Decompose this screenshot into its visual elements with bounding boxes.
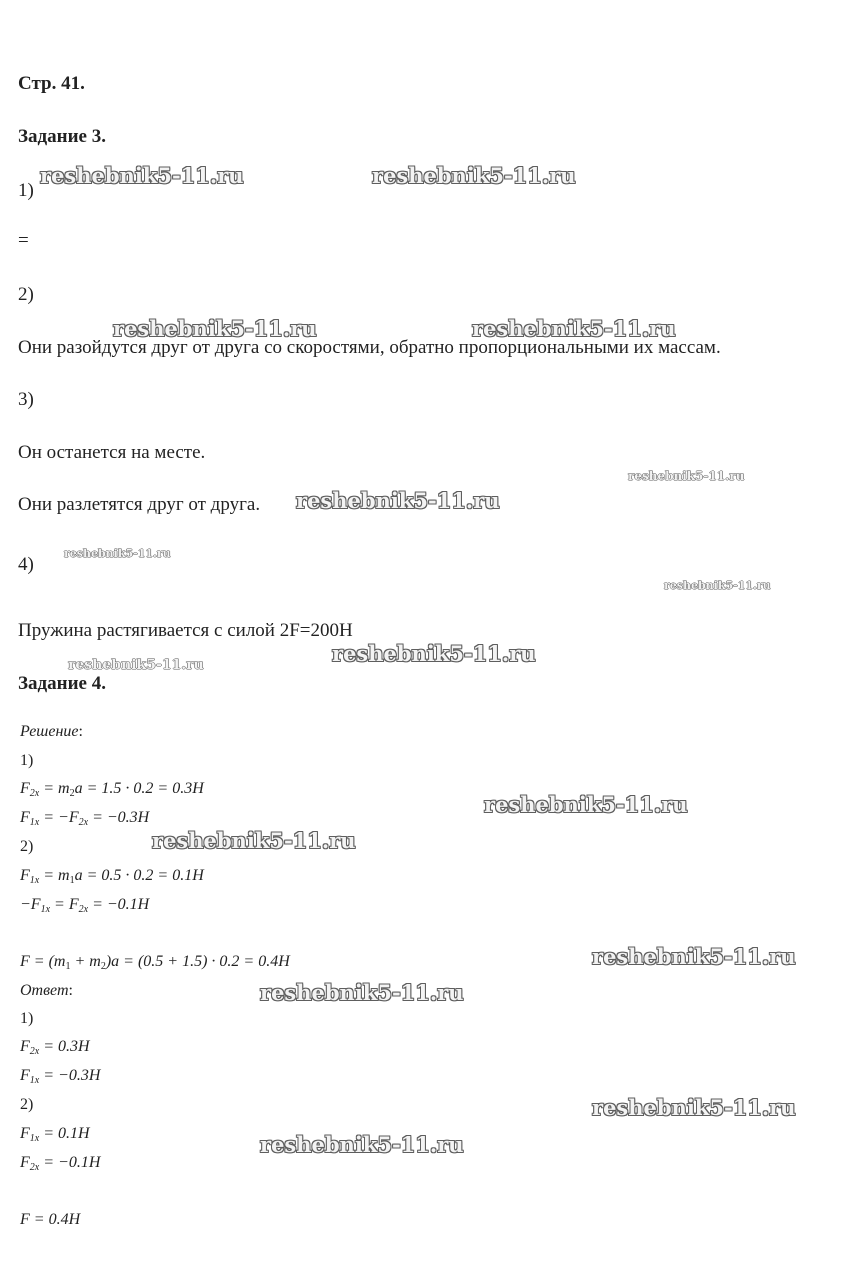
watermark: reshebnik5-11.ru <box>332 641 536 666</box>
watermark: reshebnik5-11.ru <box>592 1095 796 1120</box>
answer-total-force: F = 0.4H <box>20 1211 81 1228</box>
solution-part-1-label: 1) <box>20 752 34 769</box>
answer-part-2-label: 2) <box>20 1096 34 1113</box>
task-4-title: Задание 4. <box>18 673 106 694</box>
task-3-item-1-label: 1) <box>18 180 34 201</box>
task-3-item-3-text-b: Они разлетятся друг от друга. <box>18 494 261 515</box>
task-3-title: Задание 3. <box>18 126 106 147</box>
solution-part-2-label: 2) <box>20 838 34 855</box>
task-3-equals: = <box>18 230 29 251</box>
watermark: reshebnik5-11.ru <box>664 579 771 592</box>
equation-f1x: $F_{1x} = -F_{2x} = -0.3H$ <box>20 809 150 828</box>
equation-f2x: $F_{2x} = m_2a = 1.5 \cdot 0.2 = 0.3H$ <box>20 780 204 799</box>
equation-f1x-2: $F_{1x} = m_1a = 0.5 \cdot 0.2 = 0.1H$ <box>20 867 204 886</box>
equation-total-force: $F = (m_1 + m_2)a = (0.5 + 1.5) \cdot 0.2 = 0.4H$ <box>20 953 290 972</box>
equation-neg-f1x: $-F_{1x} = F_{2x} = -0.1H$ <box>20 896 150 915</box>
answer-f2x: $F_{2x} = 0.3H$ <box>20 1038 90 1057</box>
watermark: reshebnik5-11.ru <box>372 163 576 188</box>
task-3-item-3-text-a: Он останется на месте. <box>18 442 206 463</box>
task-3-item-4-text: Пружина растягивается с силой 2F=200Н <box>18 620 353 641</box>
watermark: reshebnik5-11.ru <box>68 657 204 673</box>
watermark: reshebnik5-11.ru <box>260 1132 464 1157</box>
watermark: reshebnik5-11.ru <box>472 316 676 341</box>
watermark: reshebnik5-11.ru <box>296 488 500 513</box>
task-3-item-2-label: 2) <box>18 284 34 305</box>
watermark: reshebnik5-11.ru <box>64 547 171 560</box>
answer-f2x-2: $F_{2x} = -0.1H$ <box>20 1154 101 1173</box>
watermark: reshebnik5-11.ru <box>484 792 688 817</box>
answer-f1x: $F_{1x} = -0.3H$ <box>20 1067 101 1086</box>
watermark: reshebnik5-11.ru <box>40 163 244 188</box>
solution-label: Решение: <box>20 723 83 740</box>
watermark: reshebnik5-11.ru <box>592 944 796 969</box>
watermark: reshebnik5-11.ru <box>113 316 317 341</box>
task-3-item-4-label: 4) <box>18 554 34 575</box>
answer-part-1-label: 1) <box>20 1010 34 1027</box>
answer-label: Ответ: <box>20 982 73 999</box>
task-3-item-2-text: Они разойдутся друг от друга со скоростями, обратно пропорциональными их массам. <box>18 337 721 358</box>
answer-f1x-2: $F_{1x} = 0.1H$ <box>20 1125 90 1144</box>
task-3-item-3-label: 3) <box>18 389 34 410</box>
page-header: Стр. 41. <box>18 73 85 94</box>
watermark: reshebnik5-11.ru <box>628 469 745 483</box>
watermark: reshebnik5-11.ru <box>260 980 464 1005</box>
watermark: reshebnik5-11.ru <box>152 828 356 853</box>
